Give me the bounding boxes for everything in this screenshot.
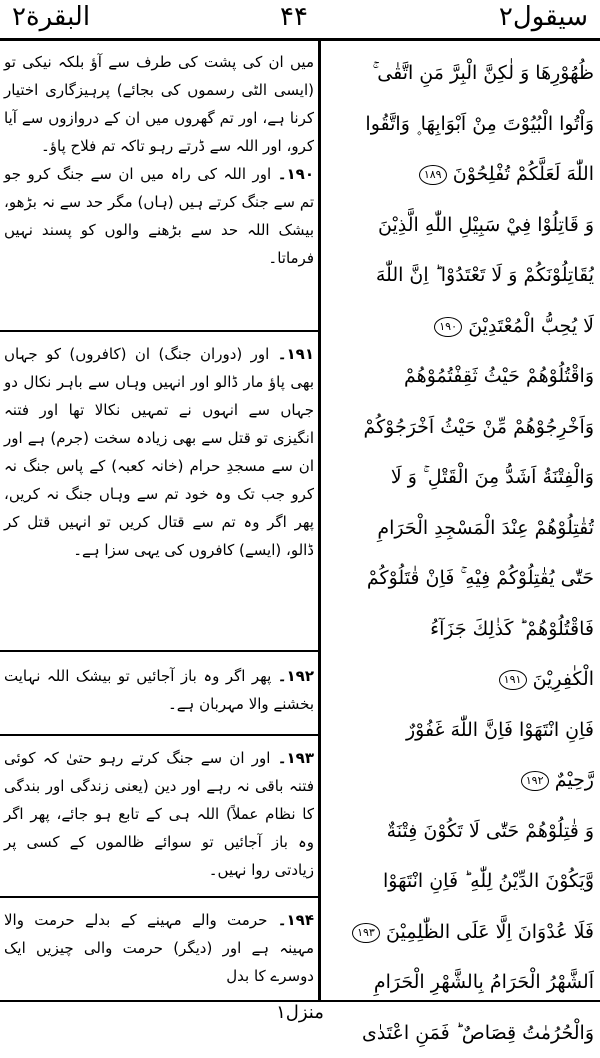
arabic-line [326, 654, 594, 705]
section-separator [0, 650, 318, 652]
verse-number-badge: ۱۹۰ [434, 317, 462, 337]
arabic-line-text: لَا يُحِبُّ الْمُعْتَدِيْنَ [468, 315, 594, 337]
translation-text: اور (دوران جنگ) ان (کافروں) کو جہاں بھی پاؤ مار ڈالو اور انہیں وہاں سے باہر نکال دو جہاں سے انہوں نے تمہیں نکالا تھا اور فتنہ انگیزی تو قتل سے بھی زیادہ سخت (جرم) ہے اور ان سے مسجدِ حرام (خانہ کعبہ) کے پاس جنگ نہ کرو جب تک وہ خود تم سے وہاں جنگ نہ کریں، پھر اگر وہ تم سے قتال کریں تو انہیں قتل کر ڈالو، (ایسے) کافروں کی یہی سزا ہے۔ [4, 345, 314, 559]
arabic-line-text: فَلَا عُدْوَانَ اِلَّا عَلَى الظّٰلِمِيْنَ [386, 921, 594, 943]
verse-number-badge: ۱۹۲ [521, 771, 549, 791]
arabic-line [326, 149, 594, 200]
verse-ref: ۱۹۲۔ [278, 667, 314, 685]
translation-text: حرمت والے مہینے کے بدلے حرمت والا مہینہ ہے اور (دیگر) حرمت والی چیزیں ایک دوسرے کا بدل [4, 911, 314, 985]
translation-para-193 [4, 744, 314, 884]
translation-para-192 [4, 662, 314, 718]
page-footer [0, 1002, 600, 1034]
arabic-line-text: الْكٰفِرِيْنَ [533, 668, 594, 690]
verse-ref: ۱۹۴۔ [278, 911, 314, 929]
verse-ref: ۱۹۱۔ [278, 345, 314, 363]
verse-ref: ۱۹۳۔ [278, 749, 314, 767]
arabic-line: وَالْحُرُمٰتُ قِصَاصٌ ؕ فَمَنِ اعْتَدٰى [326, 1008, 594, 1058]
page-number: ۴۴ [280, 2, 308, 32]
translation-para-194 [4, 906, 314, 990]
column-divider [318, 40, 321, 1000]
arabic-line [326, 755, 594, 806]
verse-number-badge: ۱۹۳ [352, 923, 380, 943]
arabic-line: تُقٰتِلُوْهُمْ عِنْدَ الْمَسْجِدِ الْحَرَامِ [326, 503, 594, 554]
arabic-line [326, 301, 594, 352]
translation-text: اور ان سے جنگ کرتے رہو حتیٰ کہ کوئی فتنہ باقی نہ رہے اور دین (یعنی زندگی اور بندگی کا نظام عملاً) اللہ ہی کے تابع ہو جائے، پھر اگر وہ باز آجائیں تو سوائے ظالموں کے کسی پر زیادتی روا نہیں۔ [4, 749, 314, 879]
translation-para-1 [4, 48, 314, 160]
arabic-line: وَ قٰتِلُوْهُمْ حَتّٰى لَا تَكُوْنَ فِتْنَةٌ [326, 806, 594, 857]
translation-text: اور اللہ کی راہ میں ان سے جنگ کرو جو تم سے جنگ کرتے ہیں (ہاں) مگر حد سے نہ بڑھو، بیشک اللہ حد سے بڑھنے والوں کو پسند نہیں فرماتا۔ [4, 165, 314, 267]
surah-name: البقرة۲ [12, 2, 90, 32]
arabic-line: حَتّٰى يُقٰتِلُوْكُمْ فِيْهِ ۚ فَاِنْ قٰتَلُوْكُمْ [326, 553, 594, 604]
arabic-line-text: رَّحِيْمٌ [555, 769, 594, 791]
arabic-line: ظُهُوْرِهَا وَ لٰكِنَّ الْبِرَّ مَنِ اتَّقٰى ۚ [326, 48, 594, 99]
header-rule [0, 38, 600, 41]
section-separator [0, 330, 318, 332]
arabic-line: وَالْفِتْنَةُ اَشَدُّ مِنَ الْقَتْلِ ۚ وَ لَا [326, 452, 594, 503]
arabic-line-text: اللّٰهَ لَعَلَّكُمْ تُفْلِحُوْنَ [453, 163, 594, 185]
arabic-line: فَاقْتُلُوْهُمْ ؕ كَذٰلِكَ جَزَآءُ [326, 604, 594, 655]
arabic-line: وَاَخْرِجُوْهُمْ مِّنْ حَيْثُ اَخْرَجُوْكُمْ [326, 402, 594, 453]
page-header [0, 0, 600, 38]
translation-para-191 [4, 340, 314, 564]
translation-text: پھر اگر وہ باز آجائیں تو بیشک اللہ نہایت بخشنے والا مہربان ہے۔ [4, 667, 314, 713]
translation-text: میں ان کی پشت کی طرف سے آؤ بلکہ نیکی تو (ایسی الٹی رسموں کی بجائے) پرہیزگاری اختیار کرنا ہے، اور تم گھروں میں ان کے دروازوں سے آیا کرو، اور اللہ سے ڈرتے رہو تاکہ تم فلاح پاؤ۔ [4, 53, 314, 155]
verse-ref: ۱۹۰۔ [278, 165, 314, 183]
arabic-text-column [326, 48, 594, 1058]
verse-number-badge: ۱۸۹ [419, 165, 447, 185]
verse-number-badge: ۱۹۱ [499, 670, 527, 690]
translation-para-190 [4, 160, 314, 272]
arabic-line: وَ قَاتِلُوْا فِيْ سَبِيْلِ اللّٰهِ الَّذِيْنَ [326, 200, 594, 251]
manzil-label: منزل۱ [276, 1002, 324, 1023]
section-separator [0, 734, 318, 736]
section-separator [0, 896, 318, 898]
arabic-line: وَاْتُوا الْبُيُوْتَ مِنْ اَبْوَابِهَا ۪ وَاتَّقُوا [326, 99, 594, 150]
arabic-line: اَلشَّهْرُ الْحَرَامُ بِالشَّهْرِ الْحَرَامِ [326, 957, 594, 1008]
arabic-line: وَّيَكُوْنَ الدِّيْنُ لِلّٰهِ ؕ فَاِنِ انْتَهَوْا [326, 856, 594, 907]
para-name: سیقول۲ [499, 2, 588, 32]
arabic-line: يُقَاتِلُوْنَكُمْ وَ لَا تَعْتَدُوْا ؕ اِنَّ اللّٰهَ [326, 250, 594, 301]
arabic-line [326, 907, 594, 958]
arabic-line: وَاقْتُلُوْهُمْ حَيْثُ ثَقِفْتُمُوْهُمْ [326, 351, 594, 402]
arabic-line: فَاِنِ انْتَهَوْا فَاِنَّ اللّٰهَ غَفُوْرٌ [326, 705, 594, 756]
